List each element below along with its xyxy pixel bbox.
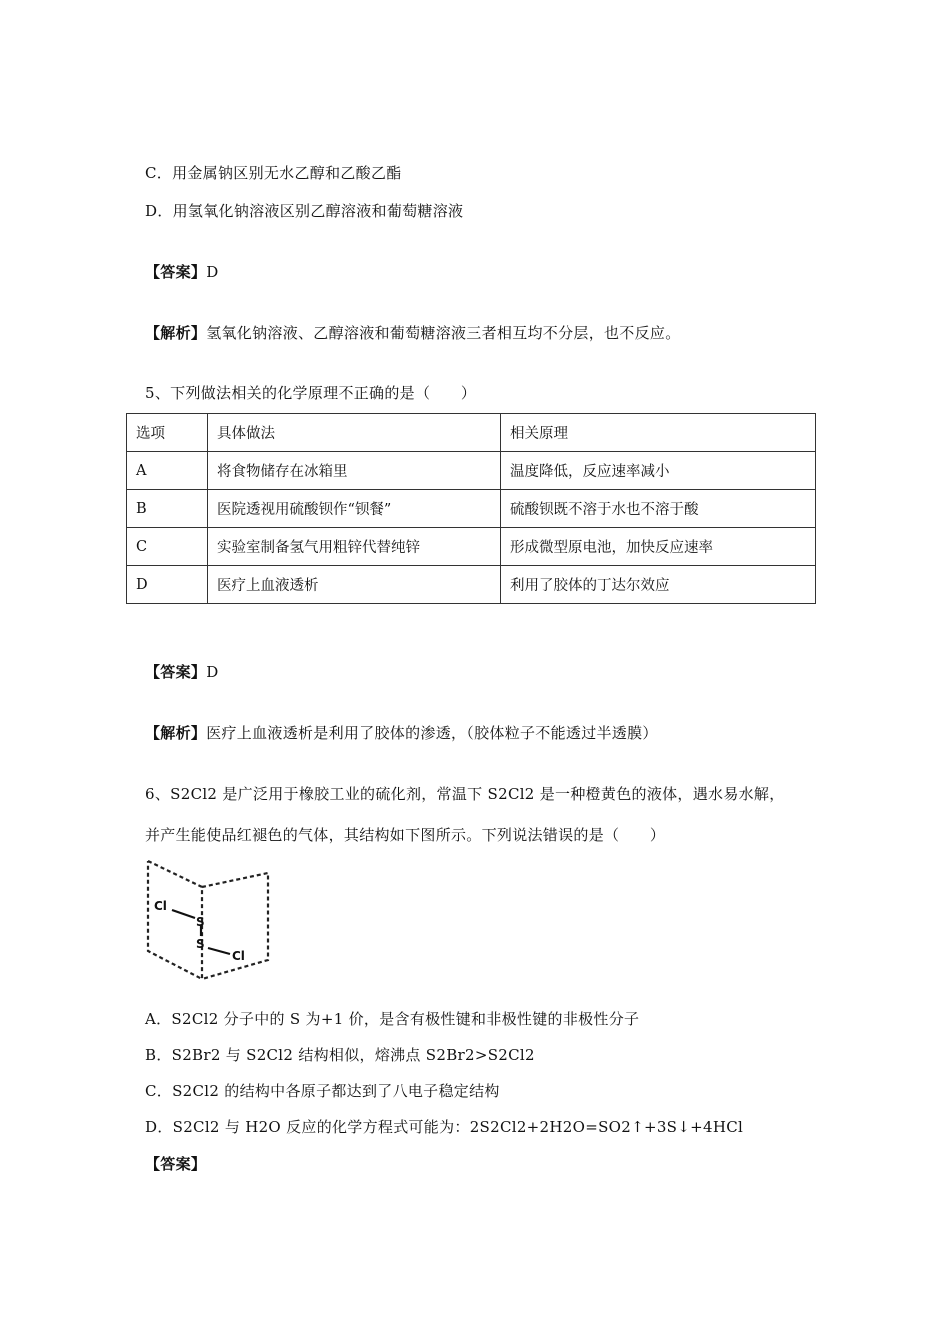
table-cell: 实验室制备氢气用粗锌代替纯锌 xyxy=(208,528,501,566)
q5-question: 5、下列做法相关的化学原理不正确的是（ ） xyxy=(145,384,477,402)
header-cell: 具体做法 xyxy=(208,414,501,452)
plane-right xyxy=(202,873,268,979)
q4-option-d: D．用氢氧化钠溶液区别乙醇溶液和葡萄糖溶液 xyxy=(145,202,464,220)
q4-answer xyxy=(145,261,219,282)
q6-option-d: D．S2Cl2 与 H2O 反应的化学方程式可能为：2S2Cl2+2H2O=SO2↑+3S↓+4HCl xyxy=(145,1118,744,1136)
table-row xyxy=(127,452,816,490)
q5-table xyxy=(126,413,816,604)
table-row xyxy=(127,528,816,566)
s-atom-bottom: S xyxy=(196,937,205,951)
answer-label: 【答案】 xyxy=(145,663,207,681)
q4-analysis xyxy=(145,322,681,343)
analysis-label: 【解析】 xyxy=(145,324,207,342)
s2cl2-structure-figure xyxy=(140,856,280,986)
cl-s-bond-top xyxy=(172,910,195,918)
s-cl-bond-bottom xyxy=(208,948,230,954)
table-cell: B xyxy=(127,490,208,528)
table-cell: 医院透视用硫酸钡作“钡餐” xyxy=(208,490,501,528)
table-row xyxy=(127,566,816,604)
table-cell: A xyxy=(127,452,208,490)
q5-analysis xyxy=(145,722,658,743)
q6-question-line2: 并产生能使品红褪色的气体，其结构如下图所示。下列说法错误的是（ ） xyxy=(145,826,666,844)
table-cell: C xyxy=(127,528,208,566)
answer-value: D xyxy=(206,663,219,681)
table-cell: 将食物储存在冰箱里 xyxy=(208,452,501,490)
header-cell: 选项 xyxy=(127,414,208,452)
s-atom-top: S xyxy=(196,915,205,929)
table-cell: 医疗上血液透析 xyxy=(208,566,501,604)
table-cell: 硫酸钡既不溶于水也不溶于酸 xyxy=(501,490,816,528)
header-cell: 相关原理 xyxy=(501,414,816,452)
analysis-text: 医疗上血液透析是利用了胶体的渗透，（胶体粒子不能透过半透膜） xyxy=(206,724,658,742)
table-header-row xyxy=(127,414,816,452)
cl-atom-top: Cl xyxy=(154,899,167,913)
cl-atom-bottom: Cl xyxy=(232,949,245,963)
q4-option-c: C．用金属钠区别无水乙醇和乙酸乙酯 xyxy=(145,164,402,182)
plane-left xyxy=(148,861,202,979)
answer-value: D xyxy=(206,263,219,281)
table-cell: D xyxy=(127,566,208,604)
q6-option-a: A．S2Cl2 分子中的 S 为+1 价，是含有极性键和非极性键的非极性分子 xyxy=(145,1010,640,1028)
table-row xyxy=(127,490,816,528)
q6-option-b: B．S2Br2 与 S2Cl2 结构相似，熔沸点 S2Br2>S2Cl2 xyxy=(145,1046,535,1064)
table-cell: 形成微型原电池，加快反应速率 xyxy=(501,528,816,566)
q6-option-c: C．S2Cl2 的结构中各原子都达到了八电子稳定结构 xyxy=(145,1082,500,1100)
table-cell: 温度降低，反应速率减小 xyxy=(501,452,816,490)
table-cell: 利用了胶体的丁达尔效应 xyxy=(501,566,816,604)
q6-answer-label: 【答案】 xyxy=(145,1155,207,1173)
analysis-text: 氢氧化钠溶液、乙醇溶液和葡萄糖溶液三者相互均不分层，也不反应。 xyxy=(206,324,681,342)
q5-answer xyxy=(145,661,219,682)
q6-question-line1: 6、S2Cl2 是广泛用于橡胶工业的硫化剂，常温下 S2Cl2 是一种橙黄色的液体，遇水易水解， xyxy=(145,785,785,803)
answer-label: 【答案】 xyxy=(145,263,207,281)
analysis-label: 【解析】 xyxy=(145,724,207,742)
